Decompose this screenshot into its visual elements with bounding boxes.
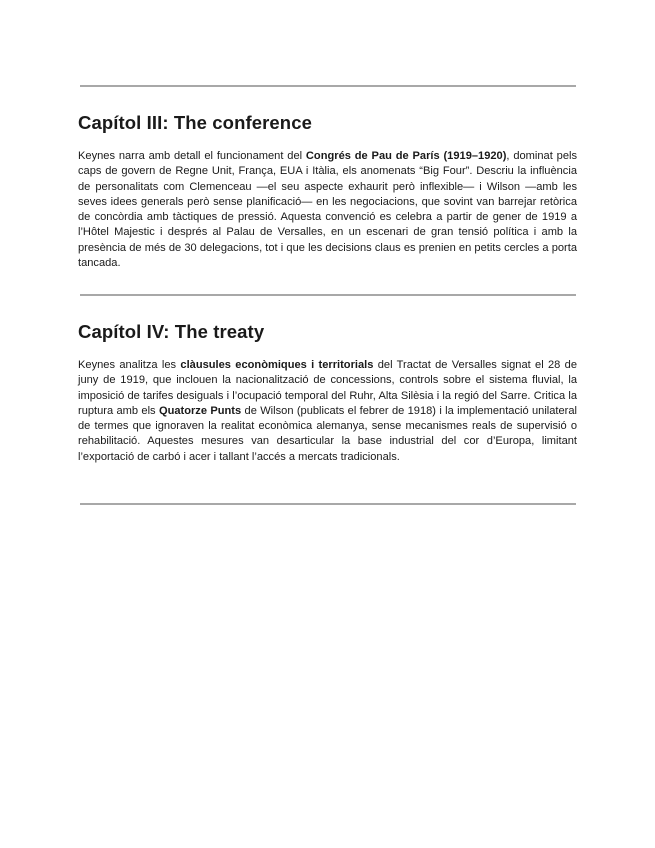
chapter-4-bold-term-2: Quatorze Punts [158,404,242,417]
chapter-3-text-end: , dominat pels caps de govern de Regne Unit, França, EUA i Itàlia, els anomenats “Big Four”. Descriu la influència de personalitats com Clemenceau —el seu aspecte exhaurit però inflexible— i Wilson —amb les seves idees generals però sense planificació— en les negociacions, que sovint van barrejar retòrica de concòrdia amb tàctiques de pressió. Aquesta convenció es celebra a partir de gener de 1919 a l’Hôtel Majestic i després al Palau de Versalles, en un escenari de gran tensió política i amb la presència de més de 30 delegacions, tot i que les decisions claus es prenien en petits cercles a porta tancada. [78,150,578,270]
chapter-4-text-end: de Wilson (publicats el febrer de 1918) i la implementació unilateral de termes que ignoraven la realitat econòmica alemanya, sense mecanismes reals de supervisió o rehabilitació. Aquestes mesures van desarticular la base industrial del cor d’Europa, limitant l’exportació de carbó i acer i tallant l’accés a mercats tradicionals. [78,404,577,463]
chapter-4-heading: Capítol IV: The treaty [78,321,265,342]
chapter-3-paragraph [78,149,577,271]
horizontal-divider [80,503,576,505]
chapter-4-text-middle: del Tractat de Versalles signat el 28 de juny de 1919, que inclouen la nacionalització de concessions, controls sobre el sistema fluvial, la imposició de tarifes desiguals i l’ocupació temporal del Ruhr, Alta Silèsia i la regió del Sarre. Critica la ruptura amb els [78,359,578,417]
chapter-4-text-start: Keynes analitza les [78,359,181,371]
chapter-3-text-start: Keynes narra amb detall el funcionament del [78,150,306,162]
chapter-4-paragraph [78,358,577,465]
horizontal-divider [80,294,576,296]
horizontal-divider [80,85,576,87]
chapter-3-bold-term: Congrés de Pau de París (1919–1920) [305,150,507,162]
chapter-3-heading: Capítol III: The conference [78,112,312,133]
chapter-4-bold-term: clàusules econòmiques i territorials [180,359,374,371]
